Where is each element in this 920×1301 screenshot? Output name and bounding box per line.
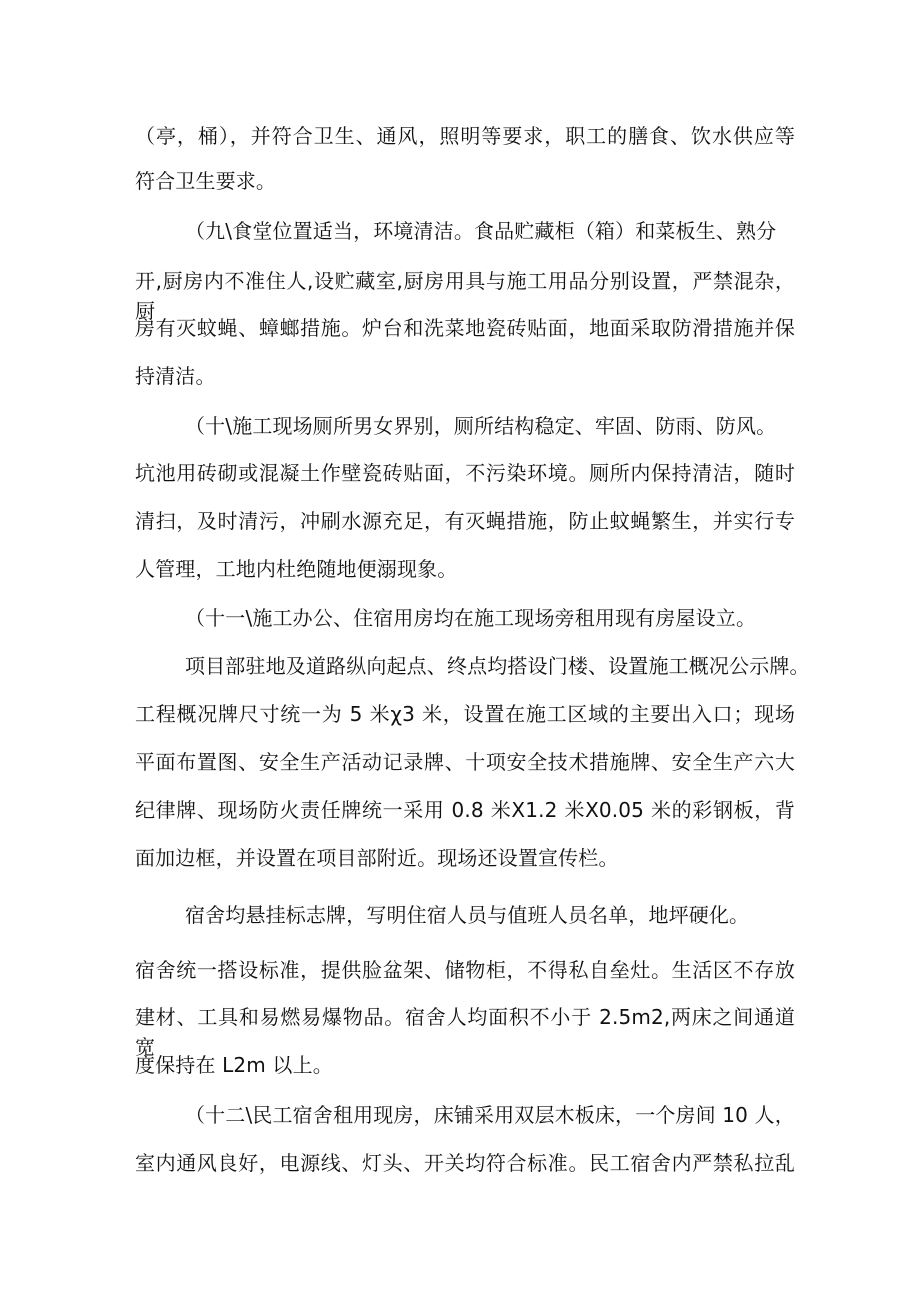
text-line-4: 开,厨房内不准住人,设贮藏室,厨房用具与施工用品分别设置，严禁混杂，厨 bbox=[135, 269, 795, 323]
text-line-9: 清扫，及时清污，冲刷水源充足，有灭蝇措施，防止蚊蝇繁生，并实行专 bbox=[135, 509, 795, 533]
text-line-5: 房有灭蚊蝇、蟑螂措施。炉台和洗菜地瓷砖贴面，地面采取防滑措施并保 bbox=[135, 316, 795, 340]
text-line-16: 面加边框，并设置在项目部附近。现场还设置宣传栏。 bbox=[135, 846, 619, 870]
text-line-21: （十二\民工宿舍租用现房，床铺采用双层木板床，一个房间 10 人， bbox=[185, 1103, 795, 1127]
text-line-6: 持清洁。 bbox=[135, 364, 216, 388]
text-line-20: 度保持在 L2m 以上。 bbox=[135, 1053, 333, 1077]
text-line-7: （十\施工现场厕所男女界别，厕所结构稳定、牢固、防雨、防风。 bbox=[185, 414, 777, 438]
text-line-11: （十一\施工办公、住宿用房均在施工现场旁租用现有房屋设立。 bbox=[185, 606, 757, 630]
text-line-22: 室内通风良好，电源线、灯头、开关均符合标准。民工宿舍内严禁私拉乱 bbox=[135, 1151, 795, 1175]
text-line-2: 符合卫生要求。 bbox=[135, 169, 277, 193]
text-line-3: （九\食堂位置适当，环境清洁。食品贮藏柜（箱）和菜板生、熟分 bbox=[185, 219, 777, 243]
text-line-18: 宿舍统一搭设标准，提供脸盆架、储物柜，不得私自垒灶。生活区不存放 bbox=[135, 958, 795, 982]
text-line-13: 工程概况牌尺寸统一为 5 米χ3 米，设置在施工区域的主要出入口；现场 bbox=[135, 702, 795, 726]
text-line-1: （亭，桶），并符合卫生、通风，照明等要求，职工的膳食、饮水供应等 bbox=[135, 124, 795, 148]
text-line-8: 坑池用砖砌或混凝土作壁瓷砖贴面，不污染环境。厕所内保持清洁，随时 bbox=[135, 461, 795, 485]
text-line-12: 项目部驻地及道路纵向起点、终点均搭设门楼、设置施工概况公示牌。 bbox=[185, 654, 810, 678]
text-line-15: 纪律牌、现场防火责任牌统一采用 0.8 米X1.2 米X0.05 米的彩钢板，背 bbox=[135, 798, 795, 822]
text-line-10: 人管理，工地内杜绝随地便溺现象。 bbox=[135, 557, 458, 581]
text-line-19: 建材、工具和易燃易爆物品。宿舍人均面积不小于 2.5m2,两床之间通道宽 bbox=[135, 1005, 795, 1059]
text-line-17: 宿舍均悬挂标志牌，写明住宿人员与值班人员名单，地坪硬化。 bbox=[185, 903, 750, 927]
text-line-14: 平面布置图、安全生产活动记录牌、十项安全技术措施牌、安全生产六大 bbox=[135, 750, 795, 774]
